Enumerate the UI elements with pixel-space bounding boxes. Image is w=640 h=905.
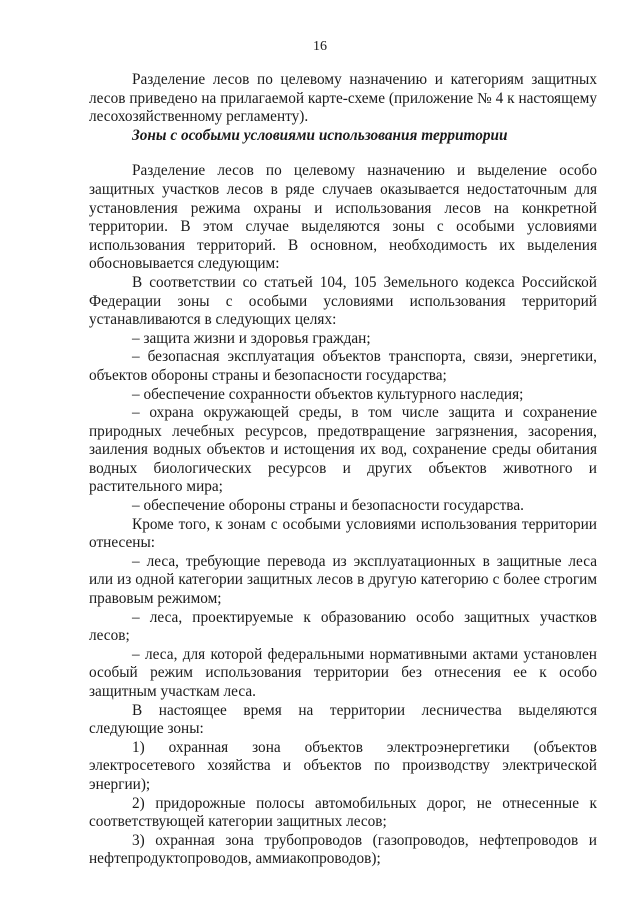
- intro-paragraph: Разделение лесов по целевому назначению и категориям защитных лесов приведено на прилагаемой карте-схеме (приложение № 4 к настоящему лесохозяйственному регламенту).: [89, 71, 597, 126]
- list-item-2: – безопасная эксплуатация объектов транспорта, связи, энергетики, объектов обороны страны и безопасности государства;: [89, 348, 597, 384]
- paragraph-2: В соответствии со статьей 104, 105 Земельного кодекса Российской Федерации зоны с особыми условиями использования территорий устанавливаются в следующих целях:: [89, 273, 597, 329]
- list-item-1: – защита жизни и здоровья граждан;: [132, 329, 371, 347]
- paragraph-4: В настоящее время на территории лесничества выделяются следующие зоны:: [89, 701, 597, 738]
- page-content: [89, 71, 597, 869]
- list-item-4: – охрана окружающей среды, в том числе защита и сохранение природных лечебных ресурсов, предотвращение загрязнения, засорения, заиления водных объектов и истощения их вод, сохранение среды обитания водных биологических ресурсов и других объектов животного и растительного мира;: [89, 404, 597, 496]
- paragraph-1: Разделение лесов по целевому назначению и выделение особо защитных участков лесов в ряде случаев оказывается недостаточным для установления режима охраны и использования лесов на конкретной территории. В этом случае выделяются зоны с особыми условиями использования территорий. В основном, необходимость их выделения обосновывается следующим:: [89, 162, 597, 273]
- numbered-item-3: 3) охранная зона трубопроводов (газопроводов, нефтепроводов и нефтепродуктопроводов, аммиакопроводов);: [89, 831, 597, 868]
- list-item-7: – леса, проектируемые к образованию особо защитных участков лесов;: [89, 608, 597, 645]
- page-number: 16: [313, 39, 327, 54]
- list-item-5: – обеспечение обороны страны и безопасности государства.: [132, 497, 524, 515]
- numbered-item-2: 2) придорожные полосы автомобильных дорог, не отнесенные к соответствующей категории защитных лесов;: [89, 794, 597, 831]
- list-item-6: – леса, требующие перевода из эксплуатационных в защитные леса или из одной категории защитных лесов в другую категорию с более строгим правовым режимом;: [89, 552, 597, 608]
- numbered-item-1: 1) охранная зона объектов электроэнергетики (объектов электросетевого хозяйства и объектов по производству электрической энергии);: [89, 738, 597, 793]
- list-item-3: – обеспечение сохранности объектов культурного наследия;: [132, 385, 524, 403]
- paragraph-3: Кроме того, к зонам с особыми условиями использования территории отнесены:: [89, 515, 597, 552]
- section-heading: Зоны с особыми условиями использования территории: [132, 126, 508, 144]
- list-item-8: – леса, для которой федеральными нормативными актами установлен особый режим использования территории без отнесения ее к особо защитным участкам леса.: [89, 645, 597, 700]
